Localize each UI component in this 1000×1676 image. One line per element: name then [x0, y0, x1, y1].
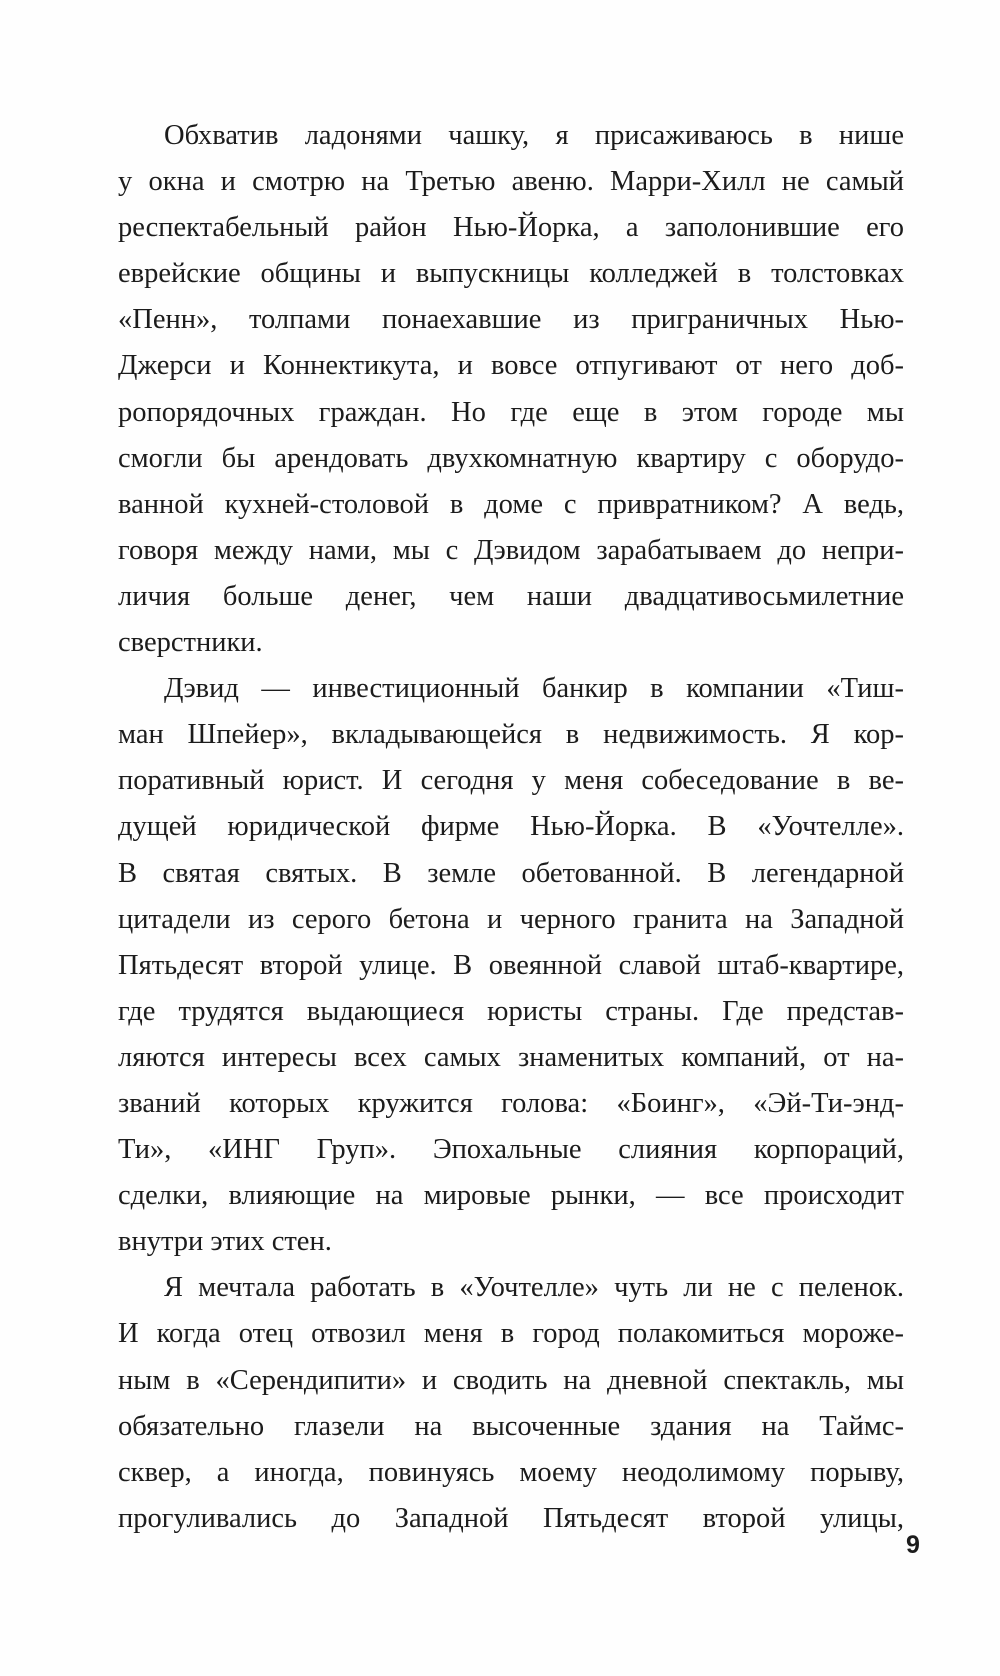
text-line: Пятьдесят второй улице. В овеянной славой штаб-квартире,	[118, 949, 904, 981]
paragraph-1	[118, 113, 904, 666]
text-line: поративный юрист. И сегодня у меня собеседование в ве-	[118, 765, 904, 797]
text-line: Обхватив ладонями чашку, я присаживаюсь в нише	[164, 120, 904, 151]
body-text	[118, 113, 904, 1542]
text-line: еврейские общины и выпускницы колледжей в толстовках	[118, 258, 904, 290]
text-line: Дэвид — инвестиционный банкир в компании «Тиш-	[164, 673, 904, 705]
text-line: ропорядочных граждан. Но где еще в этом городе мы	[118, 396, 904, 428]
paragraph-2	[118, 666, 904, 1265]
text-line: Джерси и Коннектикута, и вовсе отпугивают от него доб-	[118, 350, 904, 382]
text-line: сделки, влияющие на мировые рынки, — все происходит	[118, 1180, 904, 1212]
text-line: внутри этих стен.	[118, 1226, 332, 1258]
text-line: В святая святых. В земле обетованной. В легендарной	[118, 857, 904, 889]
text-line: И когда отец отвозил меня в город полакомиться мороже-	[118, 1318, 904, 1350]
text-line: сверстники.	[118, 627, 263, 659]
text-line: прогуливались до Западной Пятьдесят второй улицы,	[118, 1502, 904, 1534]
text-line: смогли бы арендовать двухкомнатную квартиру с оборудо-	[118, 442, 904, 474]
text-line: сквер, а иногда, повинуясь моему неодолимому порыву,	[118, 1456, 904, 1488]
text-line: у окна и смотрю на Третью авеню. Марри-Хилл не самый	[118, 166, 904, 198]
text-line: респектабельный район Нью-Йорка, а заполонившие его	[118, 212, 904, 244]
text-line: где трудятся выдающиеся юристы страны. Где представ-	[118, 995, 904, 1027]
page-number: 9	[906, 1531, 920, 1559]
text-line: ным в «Серендипити» и сводить на дневной спектакль, мы	[118, 1364, 904, 1396]
paragraph-3	[118, 1265, 904, 1542]
text-line: ман Шпейер», вкладывающейся в недвижимость. Я кор-	[118, 719, 904, 751]
text-line: дущей юридической фирме Нью-Йорка. В «Уочтелле».	[118, 811, 904, 843]
text-line: званий которых кружится голова: «Боинг», «Эй-Ти-энд-	[118, 1087, 904, 1119]
text-line: ляются интересы всех самых знаменитых компаний, от на-	[118, 1041, 904, 1073]
text-line: «Пенн», толпами понаехавшие из приграничных Нью-	[118, 304, 904, 336]
text-line: Я мечтала работать в «Уочтелле» чуть ли не с пеленок.	[164, 1272, 904, 1304]
text-line: Ти», «ИНГ Груп». Эпохальные слияния корпораций,	[118, 1134, 904, 1166]
text-line: личия больше денег, чем наши двадцативосьмилетние	[118, 580, 904, 612]
text-line: ванной кухней-столовой в доме с привратником? А ведь,	[118, 488, 904, 520]
text-line: говоря между нами, мы с Дэвидом зарабатываем до непри-	[118, 534, 904, 566]
text-line: цитадели из серого бетона и черного гранита на Западной	[118, 903, 904, 935]
text-line: обязательно глазели на высоченные здания на Таймс-	[118, 1410, 904, 1442]
